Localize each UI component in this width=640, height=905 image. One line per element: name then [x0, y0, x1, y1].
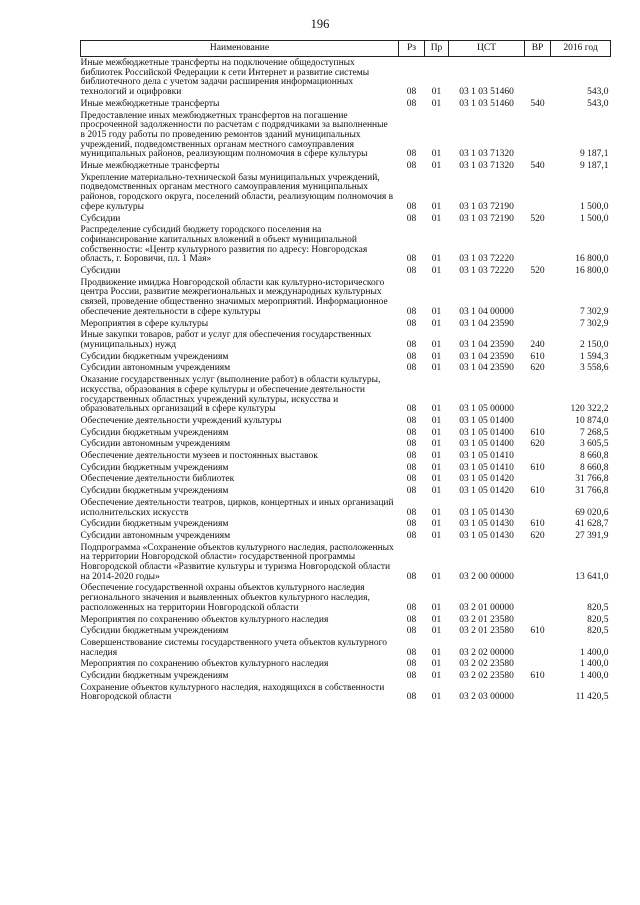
cell-pr: 01: [431, 98, 442, 109]
cell-pr: 01: [431, 266, 442, 277]
cell-pr: 01: [431, 339, 442, 350]
cell-amount: 9 187,1: [580, 149, 609, 160]
cell-amount: 1 400,0: [580, 659, 609, 670]
cell-amount: 11 420,5: [575, 692, 609, 703]
cell-name: Предоставление иных межбюджетных трансфертов на погашение просроченной задолженности по расчетам с подрядчиками за выполненные в 2015 году работы по проведению ремонтов зданий муниципальных учреждений, подведомственных органам местного самоуправления муниципальных районов, реализующим полномочия в сфере культуры: [80, 110, 388, 160]
cell-vr: [525, 473, 551, 485]
cell-vr: 620: [530, 363, 545, 374]
column-header-name: Наименование: [81, 41, 399, 57]
cell-name: Совершенствование системы государственного учета объектов культурного наследия: [80, 637, 388, 658]
column-header-rz: Рз: [399, 41, 425, 57]
cell-name: Иные межбюджетные трансферты: [80, 98, 220, 109]
page-number: 196: [310, 17, 330, 31]
cell-cst: 03 1 04 23590: [459, 363, 514, 374]
table-row: [81, 637, 611, 658]
cell-vr: 240: [530, 339, 545, 350]
cell-name: Мероприятия по сохранению объектов культурного наследия: [80, 659, 329, 670]
cell-vr: 620: [530, 530, 545, 541]
cell-vr: [525, 57, 551, 98]
cell-amount: 9 187,1: [580, 161, 609, 172]
cell-name: Субсидии: [80, 213, 121, 224]
cell-cst: 03 1 03 71320: [459, 161, 514, 172]
table-row: [81, 582, 611, 613]
cell-cst: 03 1 05 01420: [459, 486, 514, 497]
cell-rz: 08: [406, 266, 417, 277]
cell-cst: 03 2 01 23580: [459, 626, 514, 637]
cell-amount: 8 660,8: [580, 462, 609, 473]
cell-amount: 8 660,8: [580, 451, 609, 462]
cell-rz: 08: [406, 87, 417, 98]
table-row: [81, 224, 611, 265]
table-row: [81, 415, 611, 427]
cell-name: Иные закупки товаров, работ и услуг для обеспечения государственных (муниципальных) нужд: [80, 330, 372, 350]
cell-pr: 01: [431, 213, 442, 224]
table-row: [81, 658, 611, 670]
cell-name: Субсидии бюджетным учреждениям: [80, 519, 229, 530]
cell-vr: [525, 637, 551, 658]
cell-pr: 01: [431, 254, 442, 265]
cell-amount: 27 391,9: [575, 530, 609, 541]
cell-amount: 69 020,6: [575, 507, 609, 518]
table-row: [81, 438, 611, 450]
cell-cst: 03 1 05 01430: [459, 519, 514, 530]
cell-vr: [525, 374, 551, 415]
cell-rz: 08: [406, 201, 417, 212]
cell-rz: 08: [406, 486, 417, 497]
cell-rz: 08: [406, 363, 417, 374]
cell-rz: 08: [406, 602, 417, 613]
cell-rz: 08: [406, 507, 417, 518]
cell-vr: 610: [530, 626, 545, 637]
cell-amount: 1 400,0: [580, 647, 609, 658]
cell-pr: 01: [431, 519, 442, 530]
cell-amount: 7 268,5: [580, 427, 609, 438]
cell-pr: 01: [431, 363, 442, 374]
cell-vr: 610: [530, 427, 545, 438]
cell-vr: [525, 318, 551, 330]
cell-pr: 01: [431, 614, 442, 625]
table-row: [81, 450, 611, 462]
cell-cst: 03 1 05 01400: [459, 427, 514, 438]
table-row: [81, 518, 611, 530]
cell-vr: 610: [530, 351, 545, 362]
cell-rz: 08: [406, 415, 417, 426]
cell-cst: 03 1 05 01410: [459, 451, 514, 462]
table-row: [81, 265, 611, 277]
cell-cst: 03 1 03 51460: [459, 98, 514, 109]
cell-vr: [525, 172, 551, 213]
table-header: [81, 41, 611, 57]
cell-name: Субсидии бюджетным учреждениям: [80, 427, 229, 438]
column-header-vr: ВР: [525, 41, 551, 57]
table-row: [81, 57, 611, 98]
cell-name: Оказание государственных услуг (выполнение работ) в области культуры, искусства, образования в сфере культуры и обеспечение деятельности государственных областных учреждений культуры, искусства и образовательных организаций в сфере культуры: [80, 375, 381, 415]
table-row: [81, 277, 611, 318]
table-row: [81, 625, 611, 637]
cell-amount: 16 800,0: [575, 266, 609, 277]
cell-pr: 01: [431, 486, 442, 497]
cell-pr: 01: [431, 439, 442, 450]
cell-amount: 16 800,0: [575, 254, 609, 265]
cell-cst: 03 1 05 01400: [459, 439, 514, 450]
cell-cst: 03 2 03 00000: [459, 692, 514, 703]
cell-amount: 820,5: [587, 602, 609, 613]
table-body: [81, 57, 611, 704]
cell-amount: 7 302,9: [580, 306, 609, 317]
cell-cst: 03 2 01 23580: [459, 614, 514, 625]
cell-rz: 08: [406, 98, 417, 109]
table-row: [81, 473, 611, 485]
cell-vr: 610: [530, 519, 545, 530]
cell-cst: 03 1 03 71320: [459, 149, 514, 160]
cell-amount: 543,0: [587, 98, 609, 109]
cell-vr: [525, 415, 551, 427]
cell-vr: [525, 614, 551, 626]
table-row: [81, 497, 611, 518]
cell-pr: 01: [431, 201, 442, 212]
cell-rz: 08: [406, 318, 417, 329]
cell-rz: 08: [406, 626, 417, 637]
cell-vr: 520: [530, 266, 545, 277]
cell-vr: [525, 582, 551, 613]
cell-pr: 01: [431, 318, 442, 329]
cell-pr: 01: [431, 306, 442, 317]
cell-amount: 3 558,6: [580, 363, 609, 374]
cell-pr: 01: [431, 451, 442, 462]
cell-cst: 03 1 04 23590: [459, 351, 514, 362]
cell-name: Субсидии: [80, 266, 121, 277]
cell-rz: 08: [406, 519, 417, 530]
cell-rz: 08: [406, 614, 417, 625]
cell-cst: 03 1 05 01420: [459, 474, 514, 485]
cell-pr: 01: [431, 161, 442, 172]
cell-rz: 08: [406, 213, 417, 224]
cell-vr: [525, 110, 551, 161]
cell-rz: 08: [406, 149, 417, 160]
table-row: [81, 462, 611, 474]
cell-amount: 7 302,9: [580, 318, 609, 329]
cell-name: Субсидии автономным учреждениям: [80, 363, 231, 374]
table-row: [81, 329, 611, 350]
cell-rz: 08: [406, 474, 417, 485]
cell-cst: 03 2 02 23580: [459, 671, 514, 682]
cell-amount: 10 874,0: [575, 415, 609, 426]
table-row: [81, 530, 611, 542]
cell-name: Распределение субсидий бюджету городского поселения на софинансирование капитальных вложений в объект муниципальной собственности: «Центр культурного развития по адресу: Новгородская область, г. Боровичи, пл. 1 Мая»: [80, 225, 368, 265]
cell-cst: 03 1 04 00000: [459, 306, 514, 317]
column-header-pr: Пр: [425, 41, 449, 57]
cell-cst: 03 2 00 00000: [459, 571, 514, 582]
cell-pr: 01: [431, 427, 442, 438]
cell-name: Субсидии бюджетным учреждениям: [80, 671, 229, 682]
cell-amount: 1 500,0: [580, 213, 609, 224]
cell-name: Обеспечение деятельности театров, цирков, концертных и иных организаций исполнительских искусств: [80, 497, 394, 518]
cell-amount: 2 150,0: [580, 339, 609, 350]
cell-pr: 01: [431, 571, 442, 582]
cell-rz: 08: [406, 671, 417, 682]
cell-pr: 01: [431, 351, 442, 362]
table-row: [81, 351, 611, 363]
cell-vr: 610: [530, 671, 545, 682]
table-row: [81, 427, 611, 439]
cell-rz: 08: [406, 692, 417, 703]
cell-name: Продвижение имиджа Новгородской области как культурно-исторического центра России, развитие межрегиональных и международных культурных связей, проведение общественно значимых мероприятий. Информационное обеспечение деятельности в сфере культуры: [80, 277, 388, 317]
cell-rz: 08: [406, 427, 417, 438]
cell-name: Субсидии бюджетным учреждениям: [80, 462, 229, 473]
cell-name: Субсидии бюджетным учреждениям: [80, 351, 229, 362]
cell-vr: [525, 450, 551, 462]
cell-vr: 540: [530, 161, 545, 172]
cell-pr: 01: [431, 626, 442, 637]
table-row: [81, 318, 611, 330]
cell-amount: 3 605,5: [580, 439, 609, 450]
cell-name: Сохранение объектов культурного наследия, находящихся в собственности Новгородской области: [80, 682, 385, 703]
cell-amount: 13 641,0: [575, 571, 609, 582]
table-row: [81, 362, 611, 374]
cell-vr: [525, 224, 551, 265]
cell-pr: 01: [431, 474, 442, 485]
cell-name: Подпрограмма «Сохранение объектов культурного наследия, расположенных на территории Новгородской области» государственной программы Новгородской области «Развитие культуры и туризма Новгородской области на 2014-2020 годы»: [80, 542, 394, 582]
cell-cst: 03 2 02 23580: [459, 659, 514, 670]
table-row: [81, 485, 611, 497]
cell-cst: 03 1 04 23590: [459, 318, 514, 329]
cell-amount: 120 322,2: [570, 404, 609, 415]
column-header-cst: ЦСТ: [449, 41, 525, 57]
cell-pr: 01: [431, 415, 442, 426]
cell-vr: 540: [530, 98, 545, 109]
cell-amount: 820,5: [587, 614, 609, 625]
cell-cst: 03 1 05 01400: [459, 415, 514, 426]
cell-amount: 543,0: [587, 87, 609, 98]
table-row: [81, 614, 611, 626]
cell-rz: 08: [406, 451, 417, 462]
cell-pr: 01: [431, 149, 442, 160]
cell-pr: 01: [431, 404, 442, 415]
table-row: [81, 213, 611, 225]
cell-cst: 03 1 04 23590: [459, 339, 514, 350]
cell-amount: 31 766,8: [575, 474, 609, 485]
cell-rz: 08: [406, 161, 417, 172]
cell-name: Обеспечение деятельности музеев и постоянных выставок: [80, 451, 318, 462]
cell-name: Субсидии автономным учреждениям: [80, 530, 231, 541]
cell-vr: [525, 497, 551, 518]
column-header-amount: 2016 год: [551, 41, 611, 57]
cell-pr: 01: [431, 530, 442, 541]
cell-cst: 03 1 03 72190: [459, 213, 514, 224]
cell-cst: 03 1 03 72220: [459, 266, 514, 277]
table-row: [81, 98, 611, 110]
cell-cst: 03 1 05 01410: [459, 462, 514, 473]
cell-name: Мероприятия в сфере культуры: [80, 318, 209, 329]
cell-name: Мероприятия по сохранению объектов культурного наследия: [80, 614, 329, 625]
table-row: [81, 542, 611, 583]
cell-rz: 08: [406, 571, 417, 582]
cell-pr: 01: [431, 87, 442, 98]
cell-vr: [525, 277, 551, 318]
cell-vr: 610: [530, 486, 545, 497]
cell-rz: 08: [406, 404, 417, 415]
table-row: [81, 670, 611, 682]
cell-vr: 610: [530, 462, 545, 473]
cell-amount: 820,5: [587, 626, 609, 637]
cell-vr: 620: [530, 439, 545, 450]
cell-cst: 03 1 03 72220: [459, 254, 514, 265]
cell-vr: 520: [530, 213, 545, 224]
cell-cst: 03 1 03 72190: [459, 201, 514, 212]
cell-cst: 03 2 02 00000: [459, 647, 514, 658]
cell-pr: 01: [431, 647, 442, 658]
cell-name: Субсидии автономным учреждениям: [80, 439, 231, 450]
table-row: [81, 374, 611, 415]
cell-amount: 1 594,3: [580, 351, 609, 362]
cell-amount: 31 766,8: [575, 486, 609, 497]
cell-rz: 08: [406, 339, 417, 350]
cell-cst: 03 2 01 00000: [459, 602, 514, 613]
cell-pr: 01: [431, 507, 442, 518]
cell-rz: 08: [406, 254, 417, 265]
cell-pr: 01: [431, 671, 442, 682]
cell-vr: [525, 658, 551, 670]
cell-cst: 03 1 05 01430: [459, 507, 514, 518]
cell-name: Обеспечение деятельности библиотек: [80, 474, 235, 485]
cell-name: Обеспечение деятельности учреждений культуры: [80, 415, 282, 426]
cell-vr: [525, 682, 551, 703]
cell-amount: 1 400,0: [580, 671, 609, 682]
cell-vr: [525, 542, 551, 583]
table-row: [81, 172, 611, 213]
cell-pr: 01: [431, 659, 442, 670]
cell-name: Субсидии бюджетным учреждениям: [80, 626, 229, 637]
cell-name: Обеспечение государственной охраны объектов культурного наследия регионального значения и выявленных объектов культурного наследия, расположенных на территории Новгородской области: [80, 583, 370, 613]
cell-pr: 01: [431, 602, 442, 613]
cell-rz: 08: [406, 306, 417, 317]
cell-amount: 1 500,0: [580, 201, 609, 212]
table-row: [81, 682, 611, 703]
cell-rz: 08: [406, 647, 417, 658]
cell-rz: 08: [406, 530, 417, 541]
budget-table: [80, 40, 611, 703]
cell-pr: 01: [431, 692, 442, 703]
cell-cst: 03 1 05 01430: [459, 530, 514, 541]
cell-rz: 08: [406, 462, 417, 473]
cell-rz: 08: [406, 439, 417, 450]
cell-rz: 08: [406, 351, 417, 362]
cell-cst: 03 1 05 00000: [459, 404, 514, 415]
cell-cst: 03 1 03 51460: [459, 87, 514, 98]
table-row: [81, 110, 611, 161]
cell-name: Иные межбюджетные трансферты на подключение общедоступных библиотек Российской Федерации к сети Интернет и развитие системы библиотечного дела с учетом задачи расширения информационных технологий и оцифровки: [80, 58, 370, 98]
table-row: [81, 160, 611, 172]
cell-rz: 08: [406, 659, 417, 670]
cell-name: Укрепление материально-технической базы муниципальных учреждений, подведомственных органам местного самоуправления муниципальных районов, городского округа, поселений области, реализующим полномочия в сфере культуры: [80, 172, 394, 212]
cell-name: Субсидии бюджетным учреждениям: [80, 486, 229, 497]
cell-pr: 01: [431, 462, 442, 473]
cell-name: Иные межбюджетные трансферты: [80, 161, 220, 172]
cell-amount: 41 628,7: [575, 519, 609, 530]
